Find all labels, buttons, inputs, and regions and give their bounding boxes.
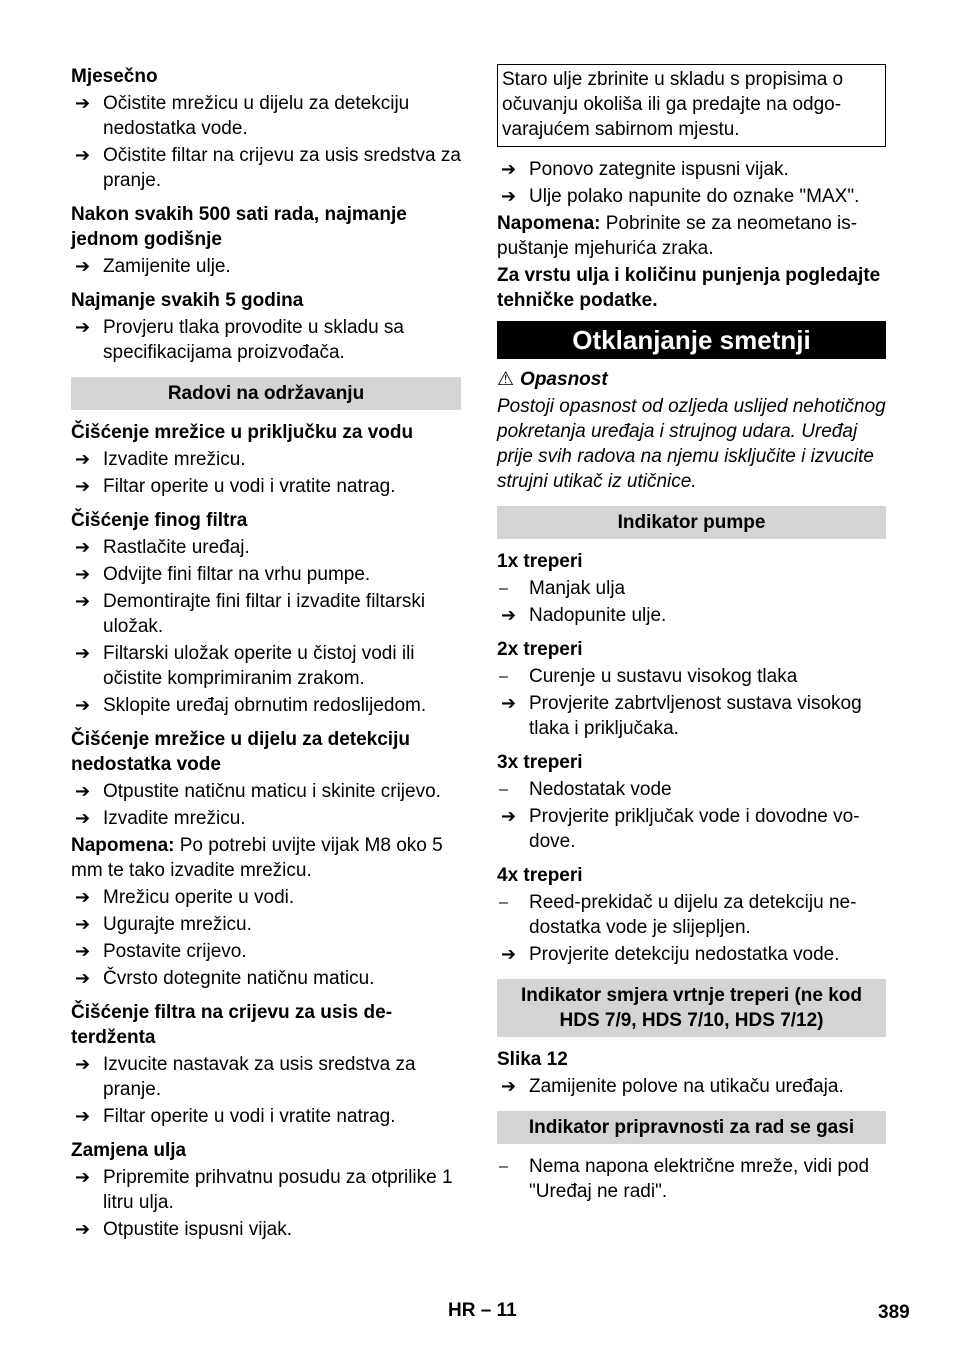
item-text: Zamijenite polove na utikaču uređaja.	[529, 1076, 844, 1097]
danger-text: Postoji opasnost od ozljeda uslijed nehotičnog pokretanja uređaja i strujnog udara. Uređaj prije svih radova na njemu isključite i izvucite strujni utikač iz utičnice.	[497, 396, 886, 492]
item-text: Nema napona električne mreže, vidi pod "Uređaj ne radi".	[529, 1156, 870, 1202]
instruction-item	[71, 1165, 461, 1215]
item-text: Otpustite ispusni vijak.	[103, 1219, 293, 1240]
arrow-icon: ➔	[75, 1167, 91, 1187]
warning-icon: ⚠	[497, 369, 515, 390]
item-text: Filtar operite u vodi i vratite natrag.	[103, 1106, 396, 1127]
section-heading: 2x treperi	[497, 639, 583, 660]
cause-item	[497, 890, 886, 940]
item-text: Ulje polako napunite do oznake "MAX".	[529, 186, 860, 207]
arrow-icon: ➔	[75, 537, 91, 557]
arrow-icon: ➔	[501, 1076, 517, 1096]
section-heading: Čišćenje mrežice u dijelu za detekciju nedostatka vode	[71, 729, 410, 775]
instruction-item	[71, 535, 461, 560]
arrow-icon: ➔	[75, 256, 91, 276]
instruction-item	[497, 157, 886, 182]
item-text: Demontirajte fini filtar i izvadite filtarski uložak.	[103, 591, 426, 637]
item-text: Nedostatak vode	[529, 779, 672, 800]
dash-icon: –	[499, 781, 508, 798]
arrow-icon: ➔	[75, 968, 91, 988]
cause-item	[497, 1154, 886, 1204]
instruction-item	[71, 806, 461, 831]
arrow-icon: ➔	[75, 317, 91, 337]
item-text: Izvucite nastavak za usis sredstva za pranje.	[103, 1054, 416, 1100]
arrow-icon: ➔	[75, 643, 91, 663]
subsection-banner: Radovi na održavanju	[71, 377, 461, 410]
chapter-title: Otklanjanje smetnji	[497, 321, 886, 359]
instruction-item	[497, 603, 886, 628]
instruction-item	[71, 939, 461, 964]
arrow-icon: ➔	[75, 1106, 91, 1126]
bold-paragraph: Za vrstu ulja i količinu punjenja pogledajte tehničke podatke.	[497, 265, 881, 311]
section-heading: Čišćenje finog filtra	[71, 510, 248, 531]
note-label: Napomena:	[497, 213, 601, 234]
note-text: Po potrebi uvijte vijak M8 oko 5 mm te tako izvadite mrežicu.	[71, 835, 443, 881]
item-text: Očistite filtar na crijevu za usis sredstva za pranje.	[103, 145, 461, 191]
arrow-icon: ➔	[75, 449, 91, 469]
danger-heading	[497, 367, 886, 392]
cause-item	[497, 576, 886, 601]
page-number: 389	[878, 1302, 910, 1323]
section-heading: 1x treperi	[497, 551, 583, 572]
arrow-icon: ➔	[75, 887, 91, 907]
arrow-icon: ➔	[75, 476, 91, 496]
arrow-icon: ➔	[75, 781, 91, 801]
item-text: Provjeru tlaka provodite u skladu sa specifikacijama proizvođača.	[103, 317, 404, 363]
subsection-banner: Indikator pumpe	[497, 506, 886, 539]
item-text: Ugurajte mrežicu.	[103, 914, 252, 935]
item-text: Provjerite priključak vode i dovodne vodove.	[529, 806, 860, 852]
item-text: Pripremite prihvatnu posudu za otprilike 1 litru ulja.	[103, 1167, 453, 1213]
instruction-item	[497, 691, 886, 741]
note-paragraph	[497, 211, 886, 261]
item-text: Ponovo zategnite ispusni vijak.	[529, 159, 789, 180]
item-text: Reed-prekidač u dijelu za detekciju nedostatka vode je slijepljen.	[529, 892, 857, 938]
instruction-item	[71, 966, 461, 991]
arrow-icon: ➔	[501, 605, 517, 625]
instruction-item	[71, 779, 461, 804]
section-heading: Čišćenje filtra na crijevu za usis deterdženta	[71, 1002, 393, 1048]
item-text: Izvadite mrežicu.	[103, 449, 246, 470]
instruction-item	[71, 91, 461, 141]
section-heading: Mjesečno	[71, 66, 158, 87]
item-text: Filtarski uložak operite u čistoj vodi ili očistite komprimiranim zrakom.	[103, 643, 415, 689]
cause-item	[497, 664, 886, 689]
note-paragraph	[71, 833, 461, 883]
section-heading: Nakon svakih 500 sati rada, najmanje jednom godišnje	[71, 204, 407, 250]
arrow-icon: ➔	[75, 93, 91, 113]
instruction-item	[71, 1217, 461, 1242]
dash-icon: –	[499, 1158, 508, 1175]
section-heading: Slika 12	[497, 1049, 568, 1070]
item-text: Rastlačite uređaj.	[103, 537, 250, 558]
instruction-item	[71, 315, 461, 365]
dash-icon: –	[499, 668, 508, 685]
dash-icon: –	[499, 894, 508, 911]
section-heading: Zamjena ulja	[71, 1140, 187, 1161]
footer-section-label: HR – 11	[448, 1300, 517, 1321]
instruction-item	[71, 589, 461, 639]
arrow-icon: ➔	[501, 159, 517, 179]
danger-label: Opasnost	[520, 369, 608, 390]
note-text: Pobrinite se za neometano ispuštanje mjehurića zraka.	[497, 213, 858, 259]
instruction-item	[71, 447, 461, 472]
instruction-item	[497, 184, 886, 209]
section-heading: 4x treperi	[497, 865, 583, 886]
instruction-item	[71, 1052, 461, 1102]
arrow-icon: ➔	[75, 591, 91, 611]
item-text: Zamijenite ulje.	[103, 256, 231, 277]
arrow-icon: ➔	[501, 693, 517, 713]
instruction-item	[497, 1074, 886, 1099]
item-text: Otpustite natičnu maticu i skinite crijevo.	[103, 781, 441, 802]
arrow-icon: ➔	[501, 944, 517, 964]
arrow-icon: ➔	[501, 806, 517, 826]
note-label: Napomena:	[71, 835, 175, 856]
item-text: Filtar operite u vodi i vratite natrag.	[103, 476, 396, 497]
arrow-icon: ➔	[501, 186, 517, 206]
item-text: Manjak ulja	[529, 578, 626, 599]
instruction-item	[71, 143, 461, 193]
arrow-icon: ➔	[75, 941, 91, 961]
section-heading: 3x treperi	[497, 752, 583, 773]
arrow-icon: ➔	[75, 145, 91, 165]
instruction-item	[71, 1104, 461, 1129]
item-text: Čvrsto dotegnite natičnu maticu.	[103, 968, 375, 989]
item-text: Curenje u sustavu visokog tlaka	[529, 666, 798, 687]
instruction-item	[71, 474, 461, 499]
instruction-item	[497, 942, 886, 967]
arrow-icon: ➔	[75, 1054, 91, 1074]
arrow-icon: ➔	[75, 695, 91, 715]
item-text: Provjerite zabrtvljenost sustava visokog tlaka i priključaka.	[529, 693, 862, 739]
arrow-icon: ➔	[75, 1219, 91, 1239]
instruction-item	[71, 562, 461, 587]
item-text: Očistite mrežicu u dijelu za detekciju nedostatka vode.	[103, 93, 410, 139]
instruction-item	[71, 912, 461, 937]
item-text: Mrežicu operite u vodi.	[103, 887, 295, 908]
item-text: Izvadite mrežicu.	[103, 808, 246, 829]
item-text: Odvijte fini filtar na vrhu pumpe.	[103, 564, 371, 585]
right-column	[497, 64, 886, 1204]
subsection-banner: Indikator pripravnosti za rad se gasi	[497, 1111, 886, 1144]
item-text: Postavite crijevo.	[103, 941, 247, 962]
arrow-icon: ➔	[75, 564, 91, 584]
item-text: Nadopunite ulje.	[529, 605, 667, 626]
arrow-icon: ➔	[75, 914, 91, 934]
instruction-item	[71, 693, 461, 718]
item-text: Provjerite detekciju nedostatka vode.	[529, 944, 840, 965]
instruction-item	[71, 641, 461, 691]
section-heading: Najmanje svakih 5 godina	[71, 290, 304, 311]
instruction-item	[71, 885, 461, 910]
item-text: Sklopite uređaj obrnutim redoslijedom.	[103, 695, 427, 716]
dash-icon: –	[499, 580, 508, 597]
environment-notice-box: Staro ulje zbrinite u skladu s propisima o očuvanju okoliša ili ga predajte na odgovarajućem sabirnom mjestu.	[497, 64, 886, 147]
left-column	[71, 64, 461, 1242]
instruction-item	[71, 254, 461, 279]
subsection-banner: Indikator smjera vrtnje treperi (ne kod HDS 7/9, HDS 7/10, HDS 7/12)	[497, 979, 886, 1037]
instruction-item	[497, 804, 886, 854]
cause-item	[497, 777, 886, 802]
section-heading: Čišćenje mrežice u priključku za vodu	[71, 422, 414, 443]
arrow-icon: ➔	[75, 808, 91, 828]
